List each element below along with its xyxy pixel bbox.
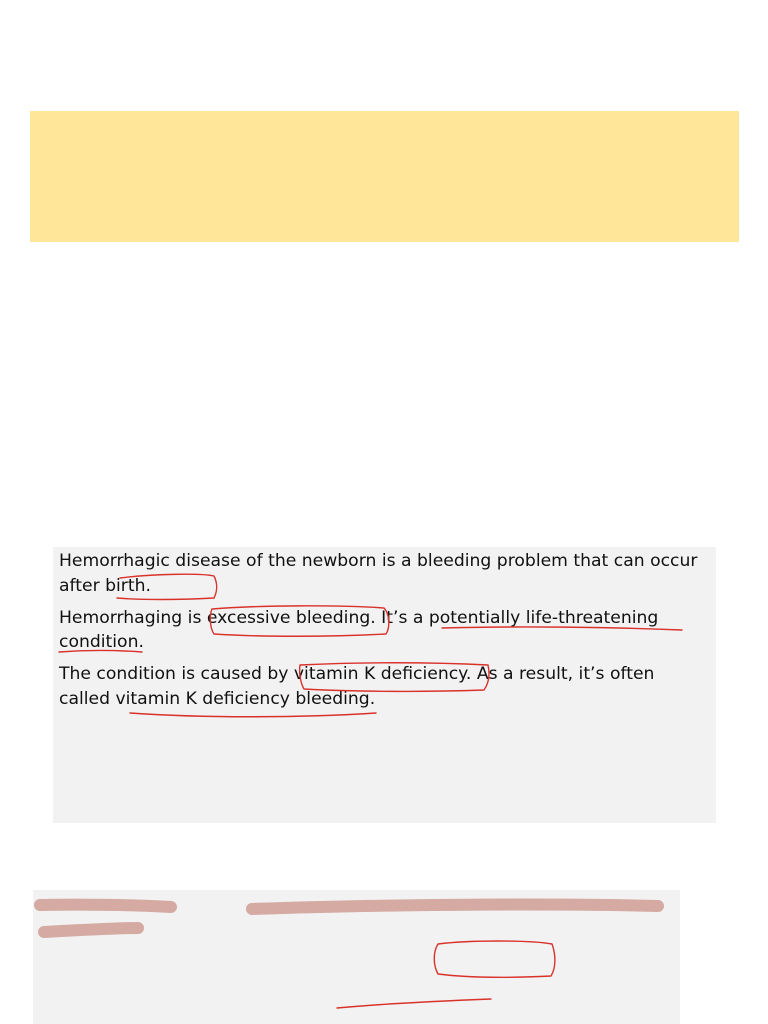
circled-phrase-excessive-bleeding: excessive bleeding. <box>206 607 376 628</box>
text-segment: The condition is caused by <box>59 664 294 684</box>
circled-phrase-after-birth: after birth. <box>59 575 151 596</box>
text-segment: . <box>369 688 376 709</box>
notes-text <box>59 549 709 719</box>
notes-box <box>53 547 716 823</box>
notes-paragraph-1 <box>59 549 709 598</box>
text-segment: Hemorrhaging is <box>59 607 207 628</box>
underlined-phrase-vkdb: vitamin K deficiency bleeding <box>115 688 370 709</box>
text-segment: It’s a <box>375 607 429 628</box>
lower-notes-box <box>33 890 680 1024</box>
circled-phrase-vitamin-k-deficiency: vitamin K deficiency. <box>293 664 472 684</box>
notes-paragraph-3 <box>59 662 709 711</box>
text-segment: Hemorrhagic disease of the newborn is a bleeding problem that can occur <box>59 551 698 571</box>
text-segment: . <box>138 632 144 652</box>
underlined-phrase-life-threatening: potentially life-threatening condition <box>59 607 659 652</box>
title-band <box>30 111 739 242</box>
text-segment: As a result, it’s often called <box>59 664 655 709</box>
notes-paragraph-2 <box>59 606 709 655</box>
